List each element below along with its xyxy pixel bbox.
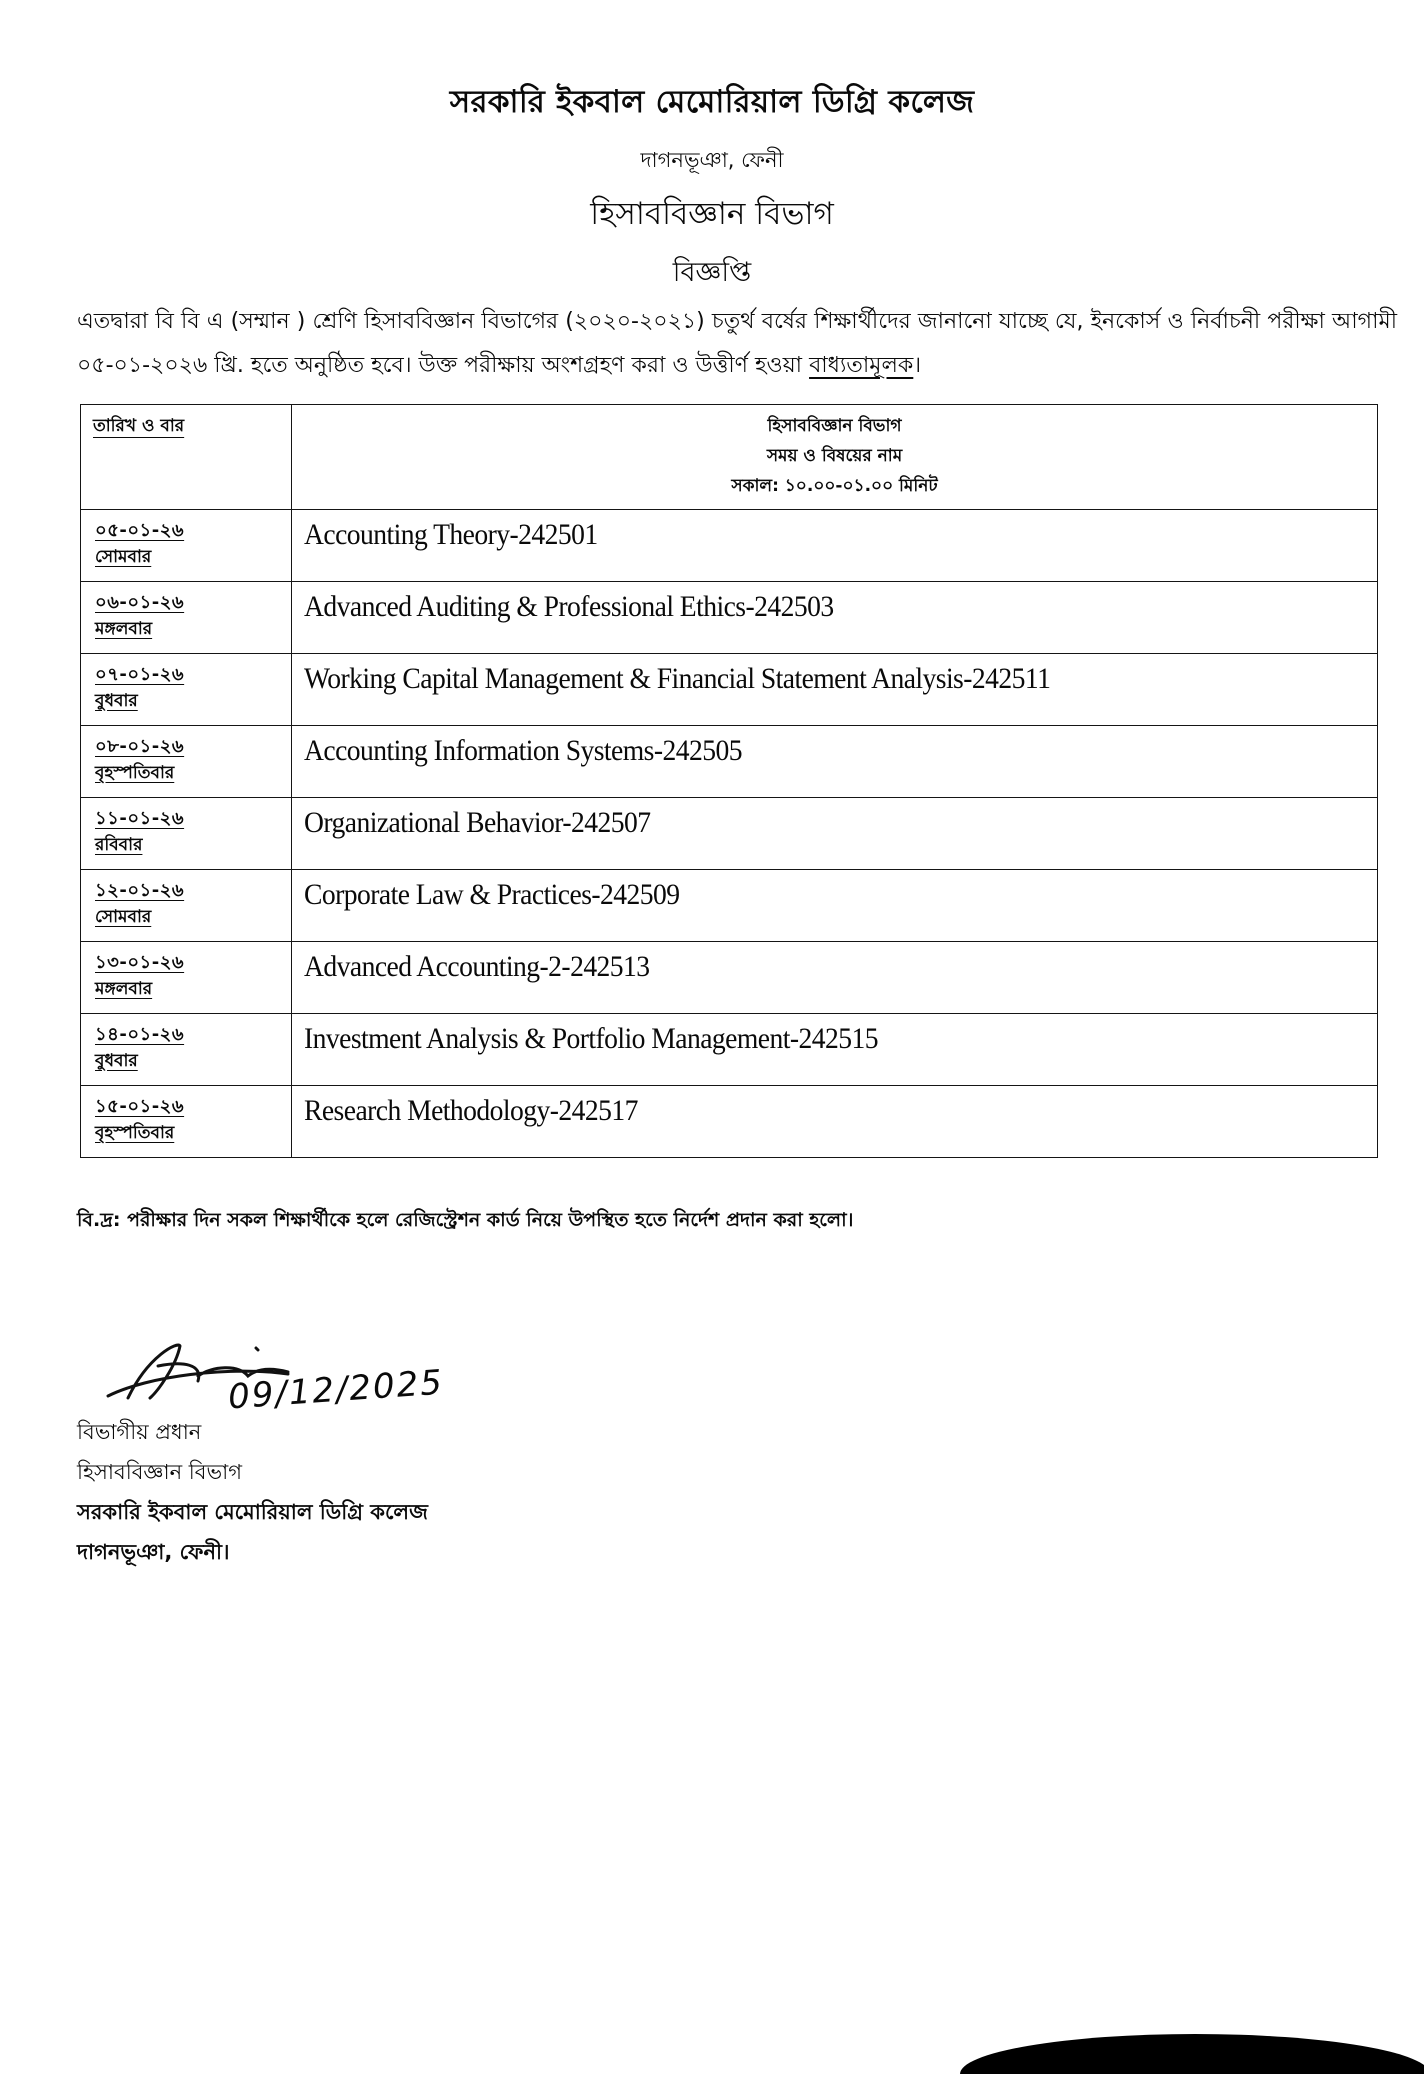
department-title: হিসাববিজ্ঞান বিভাগ (590, 196, 834, 232)
subject-cell (292, 870, 1378, 942)
exam-day: মঙ্গলবার (95, 619, 153, 639)
subject-cell (292, 1014, 1378, 1086)
exam-date: ১১-০১-২৬ (95, 808, 185, 829)
table-row (81, 654, 1378, 726)
date-cell (81, 1014, 292, 1086)
signatory-department: হিসাববিজ্ঞান বিভাগ (77, 1460, 242, 1484)
subject-header-time: সকাল: ১০.০০-০১.০০ মিনিট (731, 476, 938, 496)
date-cell (81, 1086, 292, 1158)
table-row (81, 942, 1378, 1014)
exam-date: ১৩-০১-২৬ (95, 952, 185, 973)
notice-body (77, 300, 1397, 388)
date-cell (81, 870, 292, 942)
date-cell (81, 942, 292, 1014)
scan-edge-shadow (960, 2034, 1424, 2074)
table-row (81, 870, 1378, 942)
date-day-header (81, 405, 292, 510)
exam-day: সোমবার (95, 547, 152, 567)
table-row (81, 582, 1378, 654)
exam-day: বুধবার (95, 691, 138, 711)
subject-name: Advanced Accounting-2-242513 (304, 950, 650, 983)
notice-title: বিজ্ঞপ্তি (672, 257, 752, 288)
date-cell (81, 726, 292, 798)
exam-day: বুধবার (95, 1051, 138, 1071)
footnote: বি.দ্র: পরীক্ষার দিন সকল শিক্ষার্থীকে হলে রেজিস্ট্রেশন কার্ড নিয়ে উপস্থিত হতে নির্দেশ প্রদান করা হলো। (77, 1209, 854, 1231)
date-cell (81, 798, 292, 870)
exam-day: মঙ্গলবার (95, 979, 153, 999)
subject-header-label: সময় ও বিষয়ের নাম (766, 446, 903, 466)
subject-header-department: হিসাববিজ্ঞান বিভাগ (767, 416, 902, 436)
exam-day: সোমবার (95, 907, 152, 927)
table-row (81, 1086, 1378, 1158)
exam-date: ০৮-০১-২৬ (95, 736, 185, 757)
table-row (81, 726, 1378, 798)
subject-cell (292, 726, 1378, 798)
date-day-header-label: তারিখ ও বার (93, 416, 185, 436)
subject-cell (292, 510, 1378, 582)
subject-name: Organizational Behavior-242507 (304, 806, 651, 839)
exam-schedule-table (80, 404, 1378, 1158)
exam-day: বৃহস্পতিবার (95, 763, 175, 783)
exam-day: রবিবার (95, 835, 143, 855)
signature-block (77, 1412, 428, 1572)
subject-name: Accounting Information Systems-242505 (304, 734, 742, 767)
date-cell (81, 582, 292, 654)
subject-cell (292, 942, 1378, 1014)
mandatory-text: বাধ্যতামূলক (809, 353, 914, 378)
date-cell (81, 654, 292, 726)
subject-name: Working Capital Management & Financial Statement Analysis-242511 (304, 662, 1051, 695)
subject-name: Corporate Law & Practices-242509 (304, 878, 680, 911)
subject-cell (292, 1086, 1378, 1158)
college-name: সরকারি ইকবাল মেমোরিয়াল ডিগ্রি কলেজ (449, 84, 975, 120)
date-cell (81, 510, 292, 582)
college-location: দাগনভূঞা, ফেনী (640, 148, 784, 172)
exam-date: ১২-০১-২৬ (95, 880, 185, 901)
exam-date: ০৫-০১-২৬ (95, 520, 185, 541)
signatory-title: বিভাগীয় প্রধান (77, 1420, 202, 1444)
subject-header (292, 405, 1378, 510)
subject-cell (292, 654, 1378, 726)
subject-name: Research Methodology-242517 (304, 1094, 638, 1127)
exam-date: ০৬-০১-২৬ (95, 592, 185, 613)
exam-date: ১৪-০১-২৬ (95, 1024, 185, 1045)
exam-day: বৃহস্পতিবার (95, 1123, 175, 1143)
table-row (81, 798, 1378, 870)
subject-name: Advanced Auditing & Professional Ethics-242503 (304, 590, 834, 623)
table-header-row (81, 405, 1378, 510)
notice-text: এতদ্বারা বি বি এ (সম্মান ) শ্রেণি হিসাববিজ্ঞান বিভাগের (২০২০-২০২১) চতুর্থ বর্ষের শিক্ষার্থীদের জানানো যাচ্ছে যে, ইনকোর্স ও নির্বাচনী পরীক্ষা আগামী ০৫-০১-২০২৬ খ্রি. হতে অনুষ্ঠিত হবে। উক্ত পরীক্ষায় অংশগ্রহণ করা ও উত্তীর্ণ হওয়া (77, 309, 1397, 378)
subject-cell (292, 582, 1378, 654)
handwritten-date: 09/12/2025 (226, 1362, 446, 1418)
subject-name: Accounting Theory-242501 (304, 518, 598, 551)
end-mark: । (913, 353, 922, 378)
signatory-location: দাগনভূঞা, ফেনী। (77, 1540, 230, 1564)
exam-date: ১৫-০১-২৬ (95, 1096, 185, 1117)
exam-date: ০৭-০১-২৬ (95, 664, 185, 685)
table-row (81, 510, 1378, 582)
subject-name: Investment Analysis & Portfolio Management-242515 (304, 1022, 878, 1055)
table-row (81, 1014, 1378, 1086)
subject-cell (292, 798, 1378, 870)
signatory-college: সরকারি ইকবাল মেমোরিয়াল ডিগ্রি কলেজ (77, 1500, 428, 1524)
